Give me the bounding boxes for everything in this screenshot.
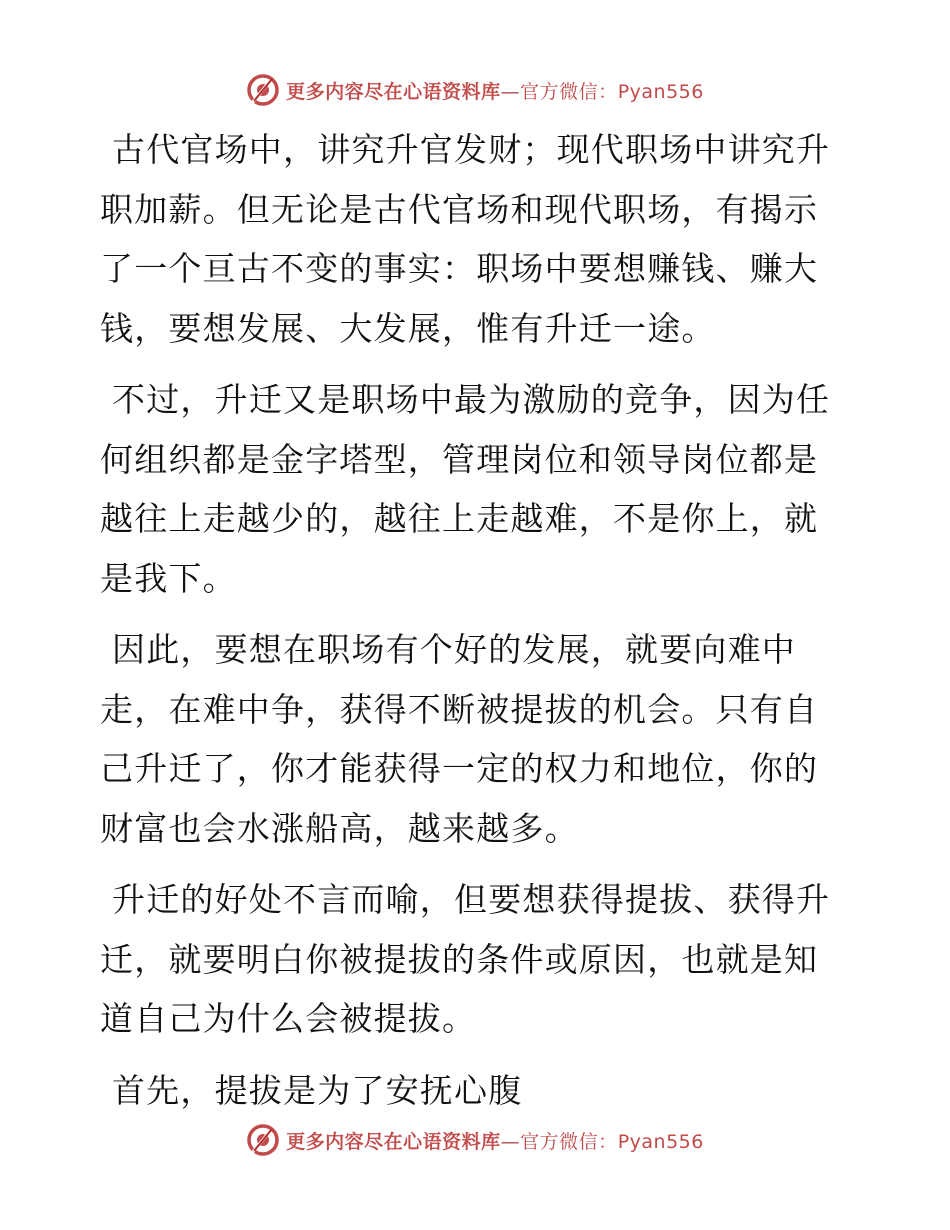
header-label: 官方微信： [520,80,618,103]
paragraph-5: 首先，提拔是为了安抚心腹 [112,1070,523,1110]
footer-label: 官方微信： [520,1130,618,1153]
footer-banner [0,1120,950,1160]
paragraph-2: 不过，升迁又是职场中最为激励的竞争，因为任何组织都是金字塔型，管理岗位和领导岗位都是越往上走越少的，越往上走越难，不是你上，就是我下。 [100,380,831,598]
paragraph-1: 古代官场中，讲究升官发财；现代职场中讲究升职加薪。但无论是古代官场和现代职场，有揭示了一个亘古不变的事实：职场中要想赚钱、赚大钱，要想发展、大发展，惟有升迁一途。 [100,130,831,348]
footer-handle: Pyan556 [617,1130,704,1153]
document-body [100,120,850,1120]
header-banner [0,70,950,110]
header-separator: — [500,80,521,103]
header-text [286,77,704,104]
logo-icon [246,73,280,107]
header-brand: 更多内容尽在心语资料库 [286,80,501,103]
footer-text [286,1127,704,1154]
paragraph-4: 升迁的好处不言而喻，但要想获得提拔、获得升迁，就要明白你被提拔的条件或原因，也就是知道自己为什么会被提拔。 [100,880,831,1038]
footer-separator: — [500,1130,521,1153]
paragraph-3: 因此，要想在职场有个好的发展，就要向难中走，在难中争，获得不断被提拔的机会。只有自己升迁了，你才能获得一定的权力和地位，你的财富也会水涨船高，越来越多。 [100,630,819,848]
footer-brand: 更多内容尽在心语资料库 [286,1130,501,1153]
logo-icon [246,1123,280,1157]
header-handle: Pyan556 [617,80,704,103]
